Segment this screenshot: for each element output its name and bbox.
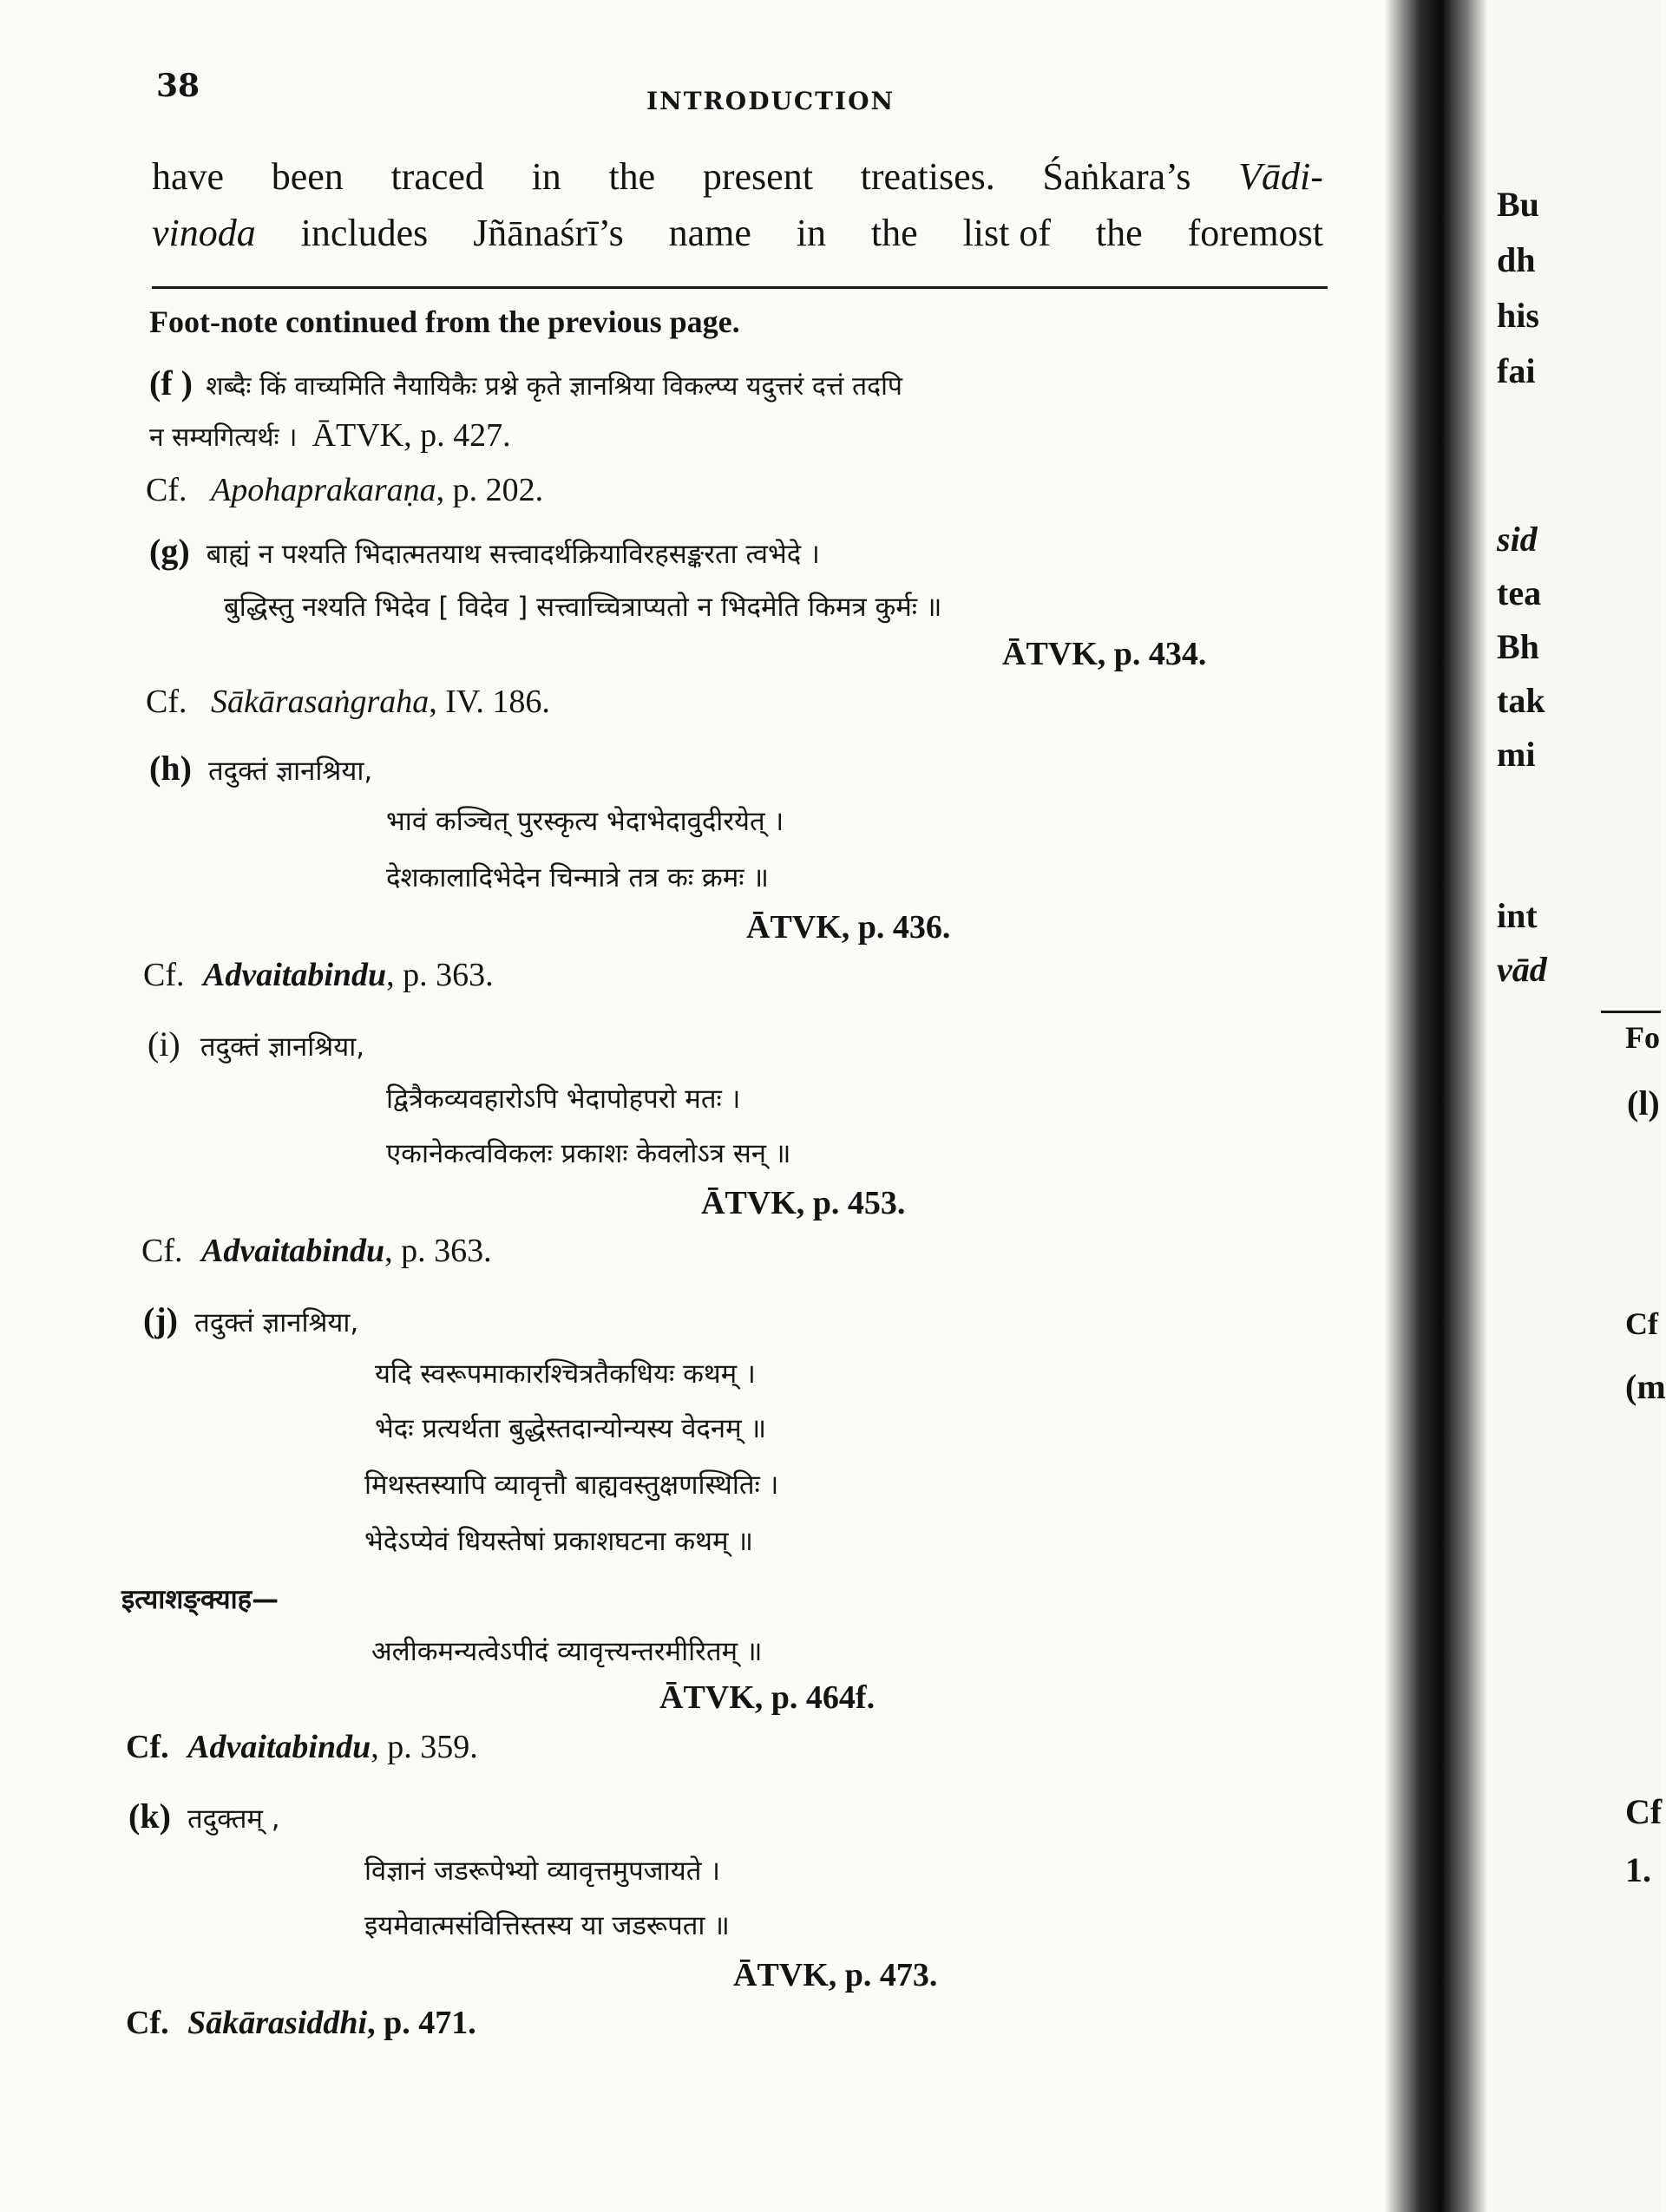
footnote-label: (i) <box>148 1024 180 1063</box>
cf-page: , IV. 186. <box>429 684 550 720</box>
footnote-continued-note: Foot-note continued from the previous page. <box>149 304 740 339</box>
sanskrit-text: तदुक्तं ज्ञानश्रिया, <box>207 756 373 787</box>
cf-title: Advaitabindu <box>201 1233 385 1269</box>
body-text-line-1 <box>152 154 1323 199</box>
word: name <box>668 212 751 254</box>
sanskrit-aside: इत्याशङ्क्याह— <box>121 1584 279 1615</box>
sanskrit-text: तदुक्तं ज्ञानश्रिया, <box>194 1307 359 1338</box>
sanskrit-verse: बाह्यं न पश्यति भिदात्मतयाथ सत्त्वादर्थक्रियाविरहसङ्करता त्वभेदे । <box>206 539 820 570</box>
adjacent-text: fai <box>1497 351 1536 390</box>
adjacent-text: Cf <box>1625 1306 1658 1341</box>
cf-title: Sākārasaṅgraha <box>211 684 430 720</box>
adjacent-text: tea <box>1497 573 1542 612</box>
source-reference: ĀTVK, p. 464f. <box>659 1679 876 1716</box>
adjacent-text: Fo <box>1625 1020 1660 1055</box>
cf-title: Apohaprakaraṇa <box>211 472 436 508</box>
sanskrit-verse: भावं कञ्चित् पुरस्कृत्य भेदाभेदावुदीरयेत् । <box>386 806 784 837</box>
body-text-line-2 <box>152 211 1323 255</box>
adjacent-text: dh <box>1497 240 1536 279</box>
cf-page: , p. 363. <box>386 957 494 993</box>
cross-reference <box>143 956 494 994</box>
sanskrit-verse: अलीकमन्यत्वेऽपीदं व्यावृत्त्यन्तरमीरितम् ॥ <box>371 1636 763 1667</box>
cross-reference <box>141 1232 492 1270</box>
sanskrit-text: तदुक्तम् , <box>187 1803 280 1835</box>
word-italic: Vādi- <box>1238 155 1323 198</box>
adjacent-footnote-divider <box>1601 1011 1661 1013</box>
cf-prefix: Cf. <box>146 684 187 720</box>
cf-prefix: Cf. <box>126 1729 169 1765</box>
cf-prefix: Cf. <box>126 2005 169 2041</box>
word: Jñānaśrī’s <box>473 212 624 254</box>
cf-title: Advaitabindu <box>187 1729 371 1765</box>
sanskrit-verse: विज्ञानं जडरूपेभ्यो व्यावृत्तमुपजायते । <box>364 1855 720 1887</box>
sanskrit-verse: एकानेकत्वविकलः प्रकाशः केवलोऽत्र सन् ॥ <box>386 1138 791 1169</box>
footnote-f <box>149 363 902 403</box>
footnote-label: (h) <box>149 749 192 788</box>
sanskrit-verse: द्वित्रैकव्यवहारोऽपि भेदापोहपरो मतः । <box>386 1083 741 1115</box>
running-head: INTRODUCTION <box>646 87 895 115</box>
sanskrit-text: शब्दैः किं वाच्यमिति नैयायिकैः प्रश्ने कृते ज्ञानश्रिया विकल्प्य यदुत्तरं दत्तं तदपि <box>206 371 902 402</box>
word: includes <box>300 212 429 254</box>
word: foremost <box>1187 212 1323 254</box>
source-reference: ĀTVK, p. 453. <box>701 1185 906 1221</box>
footnote-label: (g) <box>149 532 190 571</box>
book-gutter-shadow <box>1384 0 1488 2212</box>
page-number: 38 <box>156 68 200 104</box>
cf-page: , p. 202. <box>436 472 544 508</box>
footnote-f-line2 <box>149 416 511 455</box>
cf-page: , p. 363. <box>384 1233 492 1269</box>
sanskrit-verse: देशकालादिभेदेन चिन्मात्रे तत्र कः क्रमः ॥ <box>386 862 769 893</box>
footnote-h <box>149 748 372 789</box>
adjacent-text: mi <box>1497 735 1536 774</box>
adjacent-text: Cf <box>1625 1792 1663 1831</box>
sanskrit-verse: मिथस्तस्यापि व्यावृत्तौ बाह्यवस्तुक्षणस्थितिः । <box>364 1469 779 1501</box>
source-reference: ĀTVK, p. 434. <box>1002 636 1207 672</box>
cf-prefix: Cf. <box>143 957 185 993</box>
adjacent-text: (m <box>1625 1367 1666 1406</box>
cf-prefix: Cf. <box>141 1233 183 1269</box>
word: have <box>152 155 225 198</box>
adjacent-text: Bu <box>1497 185 1539 224</box>
word: Śaṅkara’s <box>1042 155 1191 198</box>
word: the <box>608 155 656 198</box>
adjacent-text: his <box>1497 296 1539 335</box>
adjacent-text: 1. <box>1625 1850 1651 1889</box>
source-reference: ĀTVK, p. 427. <box>312 417 511 454</box>
word-italic: vinoda <box>152 212 256 254</box>
adjacent-page <box>1488 0 1666 2212</box>
cross-reference <box>126 1728 478 1766</box>
adjacent-text: tak <box>1497 681 1545 720</box>
footnote-j <box>143 1299 358 1340</box>
adjacent-text: int <box>1497 896 1538 935</box>
footnote-divider <box>152 286 1328 289</box>
sanskrit-text: तदुक्तं ज्ञानश्रिया, <box>200 1031 365 1063</box>
cross-reference <box>126 2004 476 2042</box>
word: the <box>1095 212 1143 254</box>
sanskrit-verse: इयमेवात्मसंवित्तिस्तस्य या जडरूपता ॥ <box>364 1910 730 1941</box>
word: the <box>870 212 918 254</box>
footnote-g <box>149 531 820 572</box>
sanskrit-verse: बुद्धिस्तु नश्यति भिदेव [ विदेव ] सत्त्वाच्चित्राप्यतो न भिदमेति किमत्र कुर्मः ॥ <box>224 592 942 623</box>
cross-reference <box>146 683 550 721</box>
sanskrit-verse: भेदेऽप्येवं धियस्तेषां प्रकाशघटना कथम् ॥ <box>364 1526 753 1557</box>
footnote-k <box>128 1796 280 1836</box>
word: list of <box>962 212 1052 254</box>
cf-page: , p. 359. <box>371 1729 478 1765</box>
word: been <box>271 155 344 198</box>
sanskrit-text: न सम्यगित्यर्थः । <box>149 422 298 453</box>
adjacent-text: Bh <box>1497 627 1539 666</box>
adjacent-text: (l) <box>1627 1083 1660 1122</box>
sanskrit-verse: यदि स्वरूपमाकारश्चित्रतैकधियः कथम् । <box>375 1358 756 1390</box>
word: treatises. <box>860 155 995 198</box>
adjacent-text: sid <box>1497 520 1538 559</box>
cf-title: Advaitabindu <box>203 957 387 993</box>
footnote-i <box>148 1024 364 1064</box>
footnote-label: (k) <box>128 1796 171 1836</box>
word: in <box>796 212 827 254</box>
adjacent-text: vād <box>1497 950 1547 989</box>
word: traced <box>390 155 484 198</box>
cf-page: , p. 471. <box>367 2005 476 2041</box>
source-reference: ĀTVK, p. 436. <box>746 909 951 946</box>
cf-title: Sākārasiddhi <box>187 2005 368 2041</box>
word: present <box>702 155 813 198</box>
source-reference: ĀTVK, p. 473. <box>733 1957 938 1993</box>
sanskrit-verse: भेदः प्रत्यर्थता बुद्धेस्तदान्योन्यस्य वेदनम् ॥ <box>375 1413 767 1444</box>
cross-reference <box>146 471 543 509</box>
word: in <box>531 155 561 198</box>
cf-prefix: Cf. <box>146 472 187 508</box>
footnote-label: (j) <box>143 1300 178 1339</box>
footnote-label: (f ) <box>149 363 193 402</box>
